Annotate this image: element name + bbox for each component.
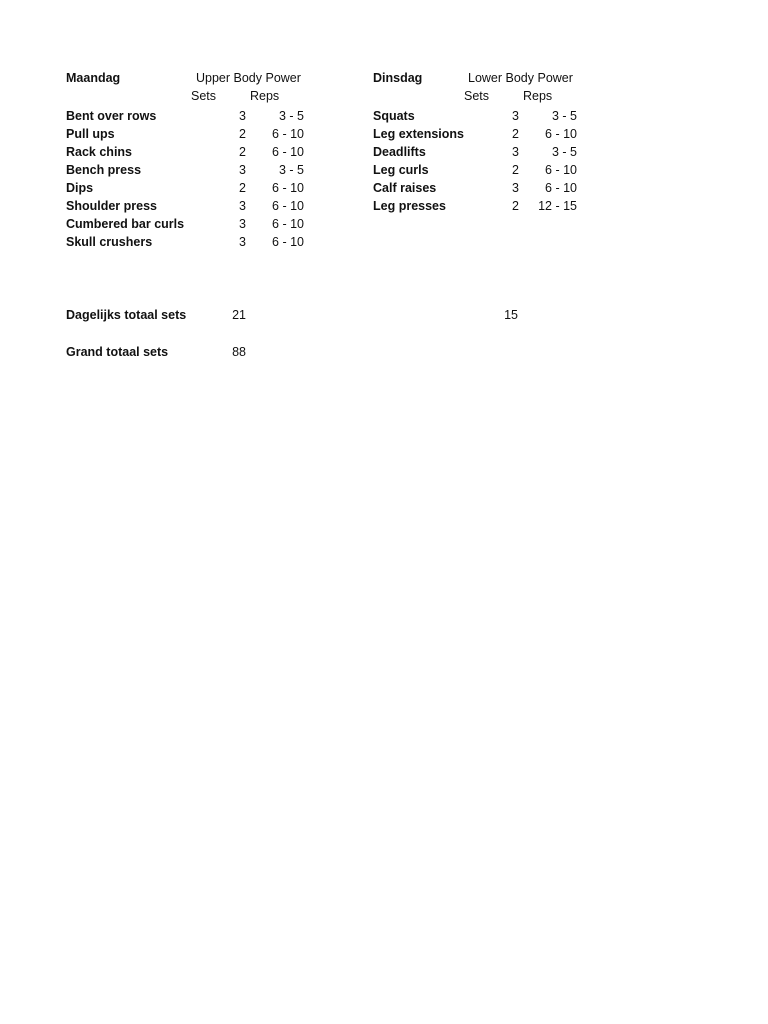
monday-daily-total: 21: [232, 308, 246, 322]
exercise-name: Calf raises: [373, 181, 437, 195]
exercise-sets: 2: [239, 127, 246, 141]
exercise-sets: 3: [239, 163, 246, 177]
exercise-sets: 3: [512, 145, 519, 159]
exercise-name: Bench press: [66, 163, 142, 177]
tuesday-day-label: Dinsdag: [373, 71, 423, 85]
tuesday-workout-title: Lower Body Power: [468, 71, 573, 85]
exercise-reps: 3 - 5: [551, 145, 577, 159]
exercise-name: Shoulder press: [66, 199, 157, 213]
exercise-reps: 12 - 15: [538, 199, 577, 213]
exercise-sets: 3: [239, 199, 246, 213]
exercise-sets: 3: [239, 217, 246, 231]
exercise-reps: 6 - 10: [545, 127, 577, 141]
exercise-name: Skull crushers: [66, 235, 153, 249]
exercise-name: Deadlifts: [373, 145, 426, 159]
exercise-sets: 2: [239, 145, 246, 159]
tuesday-daily-total: 15: [504, 308, 518, 322]
monday-sets-header: Sets: [191, 89, 217, 103]
exercise-name: Pull ups: [66, 127, 115, 141]
tuesday-reps-header: Reps: [523, 89, 553, 103]
exercise-name: Leg presses: [373, 199, 446, 213]
exercise-reps: 6 - 10: [272, 199, 304, 213]
exercise-reps: 6 - 10: [272, 235, 304, 249]
exercise-sets: 3: [239, 109, 246, 123]
exercise-sets: 3: [512, 181, 519, 195]
exercise-reps: 3 - 5: [551, 109, 577, 123]
exercise-sets: 2: [239, 181, 246, 195]
exercise-name: Leg extensions: [373, 127, 464, 141]
exercise-name: Rack chins: [66, 145, 133, 159]
exercise-reps: 6 - 10: [272, 181, 304, 195]
grand-total-value: 88: [232, 345, 246, 359]
tuesday-sets-header: Sets: [464, 89, 490, 103]
exercise-sets: 2: [512, 163, 519, 177]
exercise-name: Dips: [66, 181, 94, 195]
monday-day-label: Maandag: [66, 71, 121, 85]
exercise-sets: 2: [512, 199, 519, 213]
exercise-reps: 6 - 10: [545, 163, 577, 177]
exercise-sets: 3: [239, 235, 246, 249]
exercise-name: Bent over rows: [66, 109, 157, 123]
exercise-reps: 3 - 5: [278, 109, 304, 123]
daily-total-label: Dagelijks totaal sets: [66, 308, 187, 322]
exercise-name: Squats: [373, 109, 415, 123]
monday-reps-header: Reps: [250, 89, 280, 103]
exercise-reps: 6 - 10: [272, 145, 304, 159]
exercise-reps: 3 - 5: [278, 163, 304, 177]
grand-total-label: Grand totaal sets: [66, 345, 169, 359]
exercise-sets: 3: [512, 109, 519, 123]
exercise-name: Cumbered bar curls: [66, 217, 185, 231]
exercise-reps: 6 - 10: [272, 127, 304, 141]
exercise-name: Leg curls: [373, 163, 429, 177]
exercise-reps: 6 - 10: [545, 181, 577, 195]
exercise-sets: 2: [512, 127, 519, 141]
exercise-reps: 6 - 10: [272, 217, 304, 231]
monday-workout-title: Upper Body Power: [196, 71, 301, 85]
